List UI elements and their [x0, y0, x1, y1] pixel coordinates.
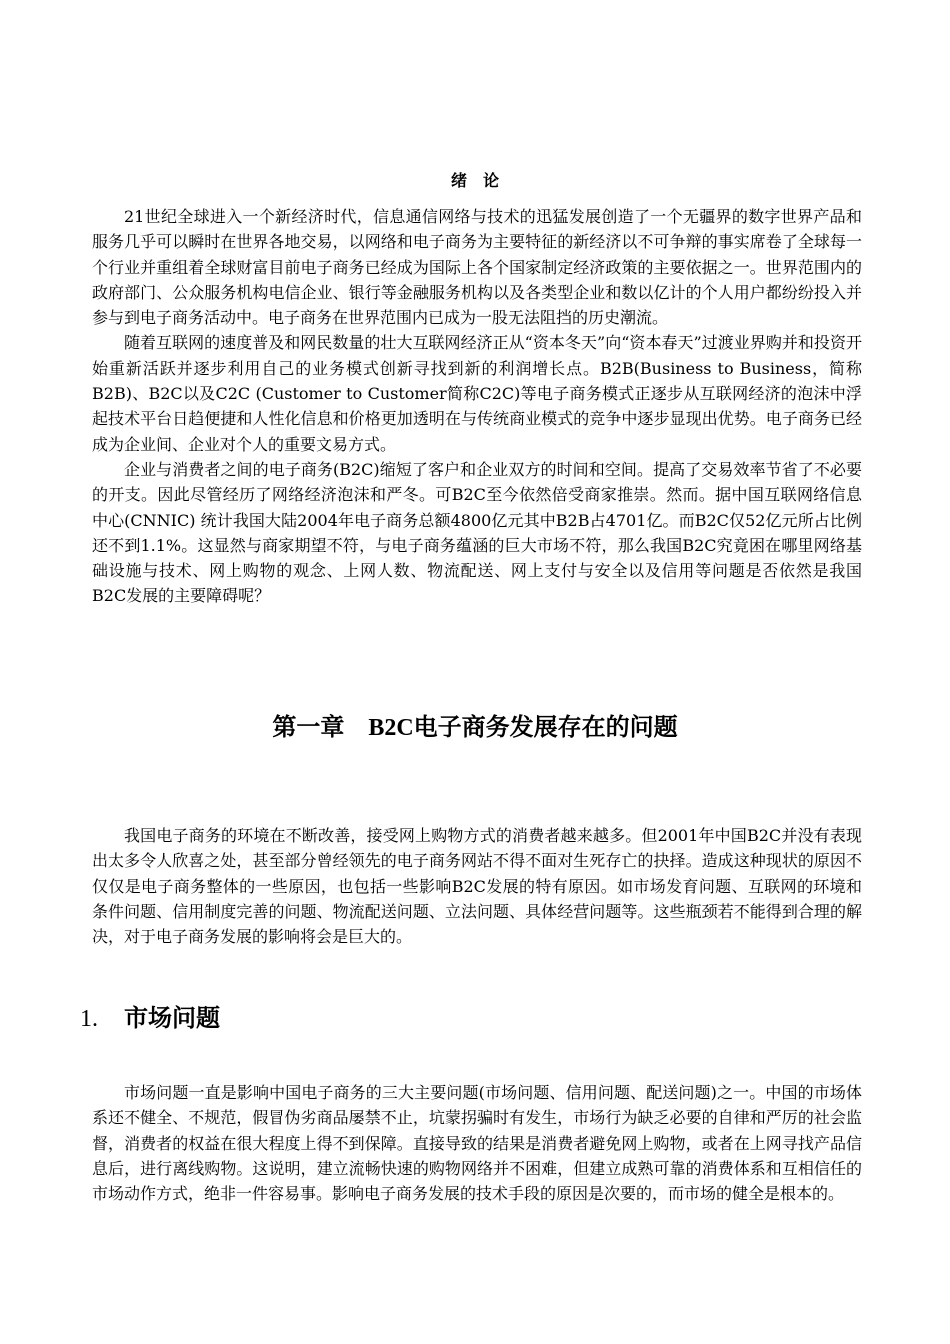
section-number: 1. [80, 1006, 98, 1032]
intro-paragraph-3: 企业与消费者之间的电子商务(B2C)缩短了客户和企业双方的时间和空间。提高了交易效率节省了不必要的开支。因此尽管经历了网络经济泡沫和严冬。可B2C至今依然倍受商家推崇。然而。据中国互联网络信息中心(CNNIC) 统计我国大陆2004年电子商务总额4800亿元其中B2B占4701亿。而B2C仅52亿元所占比例还不到1.1%。这显然与商家期望不符，与电子商务蕴涵的巨大市场不符，那么我国B2C究竟困在哪里网络基础设施与技术、网上购物的观念、上网人数、物流配送、网上支付与安全以及信用等问题是否依然是我国B2C发展的主要障碍呢？ [92, 459, 862, 606]
section-paragraph-1: 市场问题一直是影响中国电子商务的三大主要问题(市场问题、信用问题、配送问题)之一。中国的市场体系还不健全、不规范，假冒伪劣商品屡禁不止，坑蒙拐骗时有发生，市场行为缺乏必要的自律和严厉的社会监督，消费者的权益在很大程度上得不到保障。直接导致的结果是消费者避免网上购物，或者在上网寻找产品信息后，进行离线购物。这说明，建立流畅快速的购物网络并不困难，但建立成熟可靠的消费体系和互相信任的市场动作方式，绝非一件容易事。影响电子商务发展的技术手段的原因是次要的，而市场的健全是根本的。 [92, 1083, 862, 1204]
section-title: 市场问题 [124, 1004, 220, 1032]
chapter-body [92, 823, 862, 949]
chapter-heading: 第一章 B2C电子商务发展存在的问题 [272, 715, 678, 741]
intro-title: 绪论 [450, 171, 515, 190]
intro-paragraph-2: 随着互联网的速度普及和网民数量的壮大互联网经济正从“资本冬天”向“资本春天”过渡业界购并和投资开始重新活跃并逐步利用自己的业务模式创新寻找到新的利润增长点。B2B(Business to Business，简称B2B)、B2C以及C2C (Customer to Customer简称C2C)等电子商务模式正逐步从互联网经济的泡沫中浮起技术平台日趋便捷和人性化信息和价格更加透明在与传统商业模式的竞争中逐步显现出优势。电子商务已经成为企业间、企业对个人的重要文易方式。 [92, 333, 862, 454]
intro-paragraph-1: 21世纪全球进入一个新经济时代，信息通信网络与技术的迅猛发展创造了一个无疆界的数字世界产品和服务几乎可以瞬时在世界各地交易，以网络和电子商务为主要特征的新经济以不可争辩的事实席卷了全球每一个行业并重组着全球财富目前电子商务已经成为国际上各个国家制定经济政策的主要依据之一。世界范围内的政府部门、公众服务机构电信企业、银行等金融服务机构以及各类型企业和数以亿计的个人用户都纷纷投入并参与到电子商务活动中。电子商务在世界范围内已成为一股无法阻挡的历史潮流。 [92, 207, 862, 328]
intro-body [92, 204, 862, 609]
chapter-paragraph-1: 我国电子商务的环境在不断改善，接受网上购物方式的消费者越来越多。但2001年中国B2C并没有表现出太多令人欣喜之处，甚至部分曾经领先的电子商务网站不得不面对生死存亡的抉择。造成这种现状的原因不仅仅是电子商务整体的一些原因，也包括一些影响B2C发展的特有原因。如市场发育问题、互联网的环境和条件问题、信用制度完善的问题、物流配送问题、立法问题、具体经营问题等。这些瓶颈若不能得到合理的解决，对于电子商务发展的影响将会是巨大的。 [92, 826, 862, 947]
section-heading [80, 1001, 220, 1036]
section-body [92, 1080, 862, 1206]
